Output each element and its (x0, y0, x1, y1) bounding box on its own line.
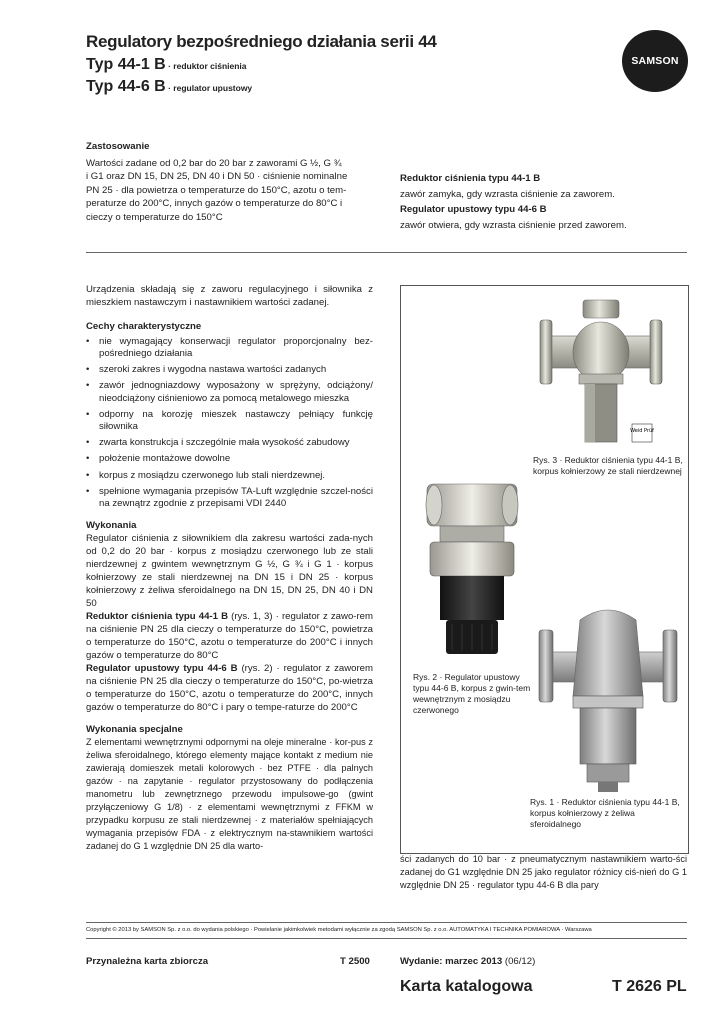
type-44-1b-title (86, 56, 247, 74)
list-item: • zwarta konstrukcja i szczególnie mała wysokość zabudowy (86, 437, 373, 449)
edition (400, 955, 535, 968)
fig2-valve-image (412, 472, 532, 662)
versions-reducer-text: (rys. 1, 3) · regulator z zawo-rem na ciśnienie PN 25 dla cieczy o temperaturze do 150°C, powietrza o temperaturze do 150°C, azotu o temperaturze do 200°C i innych gazów o temperaturze do 80°C (86, 611, 374, 662)
versions-heading: Wykonania (86, 520, 137, 532)
type-44-6b-label: Typ 44-6 B (86, 78, 166, 95)
special-text-continued: ści zadanych do 10 bar · z pneumatycznym nastawnikiem warto-ści zadanej do G1 względnie DN 25 jako regulator różnicy ciś-nień do G 1 względnie DN 25 · regulator typu 44-6 B dla pary (400, 854, 687, 890)
footer-divider (86, 922, 687, 923)
edition-label: Wydanie: marzec 2013 (400, 956, 503, 967)
collective-card-number: T 2500 (340, 956, 370, 967)
application-text (86, 157, 376, 224)
catalog-card-number: T 2626 PL (612, 978, 687, 995)
special-heading: Wykonania specjalne (86, 724, 183, 736)
list-item: • położenie montażowe dowolne (86, 453, 373, 465)
versions-relief-text: (rys. 2) · regulator z zaworem na ciśnienie PN 25 dla cieczy o temperaturze do 150°C, po-wietrza o temperaturze do 150°C, azotu o temperaturze do 200°C, innych gazów o temperaturze do 80°C i pary o tempe-raturze do 200°C (86, 663, 373, 714)
application-line: Wartości zadane od 0,2 bar do 20 bar z zaworami G ½, G ¾ (86, 158, 342, 169)
fig1-valve-image (535, 600, 685, 795)
type-44-6b-desc: · regulator upustowy (165, 83, 253, 93)
versions-reducer (86, 610, 373, 662)
samson-logo: SAMSON (622, 30, 688, 92)
reducer-heading: Reduktor ciśnienia typu 44-1 B (400, 173, 541, 184)
type-44-1b-label: Typ 44-1 B (86, 56, 166, 73)
list-item: • nie wymagający konserwacji regulator proporcjonalny bez-pośredniego działania (86, 336, 373, 360)
fig1-caption: Rys. 1 · Reduktor ciśnienia typu 44-1 B, korpus kołnierzowy z żeliwa sferoidalnego (530, 797, 680, 829)
left-column (86, 283, 373, 853)
list-item: • odporny na korozję mieszek nastawczy pełniący funkcję siłownika (86, 409, 373, 433)
type-44-6b-title (86, 78, 252, 96)
copyright-text: Copyright © 2013 by SAMSON Sp. z o.o. do wydania polskiego · Powielanie jakimkolwiek metodami wyłącznie za zgodą SAMSON Sp. z o.o. AUTOMATYKA I TECHNIKA POMIAROWA · Warszawa (86, 927, 592, 933)
reducer-text: zawór zamyka, gdy wzrasta ciśnienie za zaworem. (400, 189, 615, 200)
relief-text: zawór otwiera, gdy wzrasta ciśnienie przed zaworem. (400, 220, 627, 232)
list-item: • szeroki zakres i wygodna nastawa wartości zadanych (86, 364, 373, 376)
relief-heading: Regulator upustowy typu 44-6 B (400, 204, 547, 216)
list-item: • zawór jednogniazdowy wyposażony w sprężyny, odciążony/ nieodciążony ciśnieniowo za pomocą metalowego mieszka (86, 380, 373, 404)
features-heading: Cechy charakterystyczne (86, 320, 202, 332)
fig3-stamp-text: Weid Prüf (630, 428, 654, 434)
application-heading: Zastosowanie (86, 141, 150, 152)
page-title: Regulatory bezpośredniego działania serii 44 (86, 32, 437, 51)
edition-number: (06/12) (502, 956, 536, 967)
section-divider (86, 252, 687, 253)
footer-divider-2 (86, 938, 687, 939)
collective-card-label: Przynależna karta zbiorcza (86, 956, 209, 967)
list-item: • spełnione wymagania przepisów TA-Luft względnie szczel-ności na zewnątrz zgodnie z przepisami VDI 2440 (86, 486, 373, 510)
fig3-valve-image (530, 292, 690, 452)
fig2-caption: Rys. 2 · Regulator upustowy typu 44-6 B, korpus z gwin-tem wewnętrznym z mosiądzu czerwonego (413, 672, 531, 715)
application-line: i G1 oraz DN 15, DN 25, DN 40 i DN 50 · ciśnienie nominalne (86, 171, 348, 183)
versions-text: Regulator ciśnienia z siłownikiem dla zakresu wartości zada-nych od 0,2 do 20 bar · korpus z mosiądzu czerwonego lub ze stali nierdzewnej z gwintem wewnętrznym G ½, G ¾ i G 1 · korpus kołnierzowy ze stali nierdzewnej na DN 15 i DN 25 · korpus kołnierzowy z żeliwa sferoidalnego na DN 15, DN 25, DN 40 i DN 50 (86, 533, 373, 610)
application-right (400, 172, 690, 233)
fig3-caption: Rys. 3 · Reduktor ciśnienia typu 44-1 B, korpus kołnierzowy ze stali nierdzewnej (533, 455, 683, 476)
intro-text: Urządzenia składają się z zaworu regulacyjnego i siłownika z mieszkiem nastawczym i nastawnikiem wartości zadanej. (86, 284, 373, 309)
catalog-card-label: Karta katalogowa (400, 978, 533, 995)
type-44-1b-desc: · reduktor ciśnienia (165, 61, 247, 71)
application-line: PN 25 · dla powietrza o temperaturze do 150°C, azotu o tem- (86, 184, 347, 196)
versions-relief (86, 662, 373, 714)
special-text: Z elementami wewnętrznymi odpornymi na oleje mineralne · kor-pus z żeliwa sferoidalnego, którego elementy mające kontakt z medium nie zawierają domieszek metali kolorowych · bez PTFE · dla palnych gazów · na zapytanie · regulator przystosowany do podłączenia manometru lub zewnętrznego przewodu impulsowe-go (gwint przyłączeniowy G 1/8) · z elementami wewnętrznymi z FFKM w przypadku korpusu ze stali nierdzewnej · z materiałów spełniających wymagania przepisów FDA · z elektrycznym na-stawnikiem wartości zadanej do G 1 względnie DN 25 dla warto- (86, 737, 373, 852)
versions-reducer-label: Reduktor ciśnienia typu 44-1 B (86, 611, 229, 623)
application-line: cieczy o temperaturze do 150°C (86, 211, 223, 223)
application-line: peraturze do 200°C, innych gazów o temperaturze do 80°C i (86, 198, 343, 210)
list-item: • korpus z mosiądzu czerwonego lub stali nierdzewnej. (86, 470, 373, 482)
features-list (86, 336, 373, 510)
versions-relief-label: Regulator upustowy typu 44-6 B (86, 663, 238, 675)
